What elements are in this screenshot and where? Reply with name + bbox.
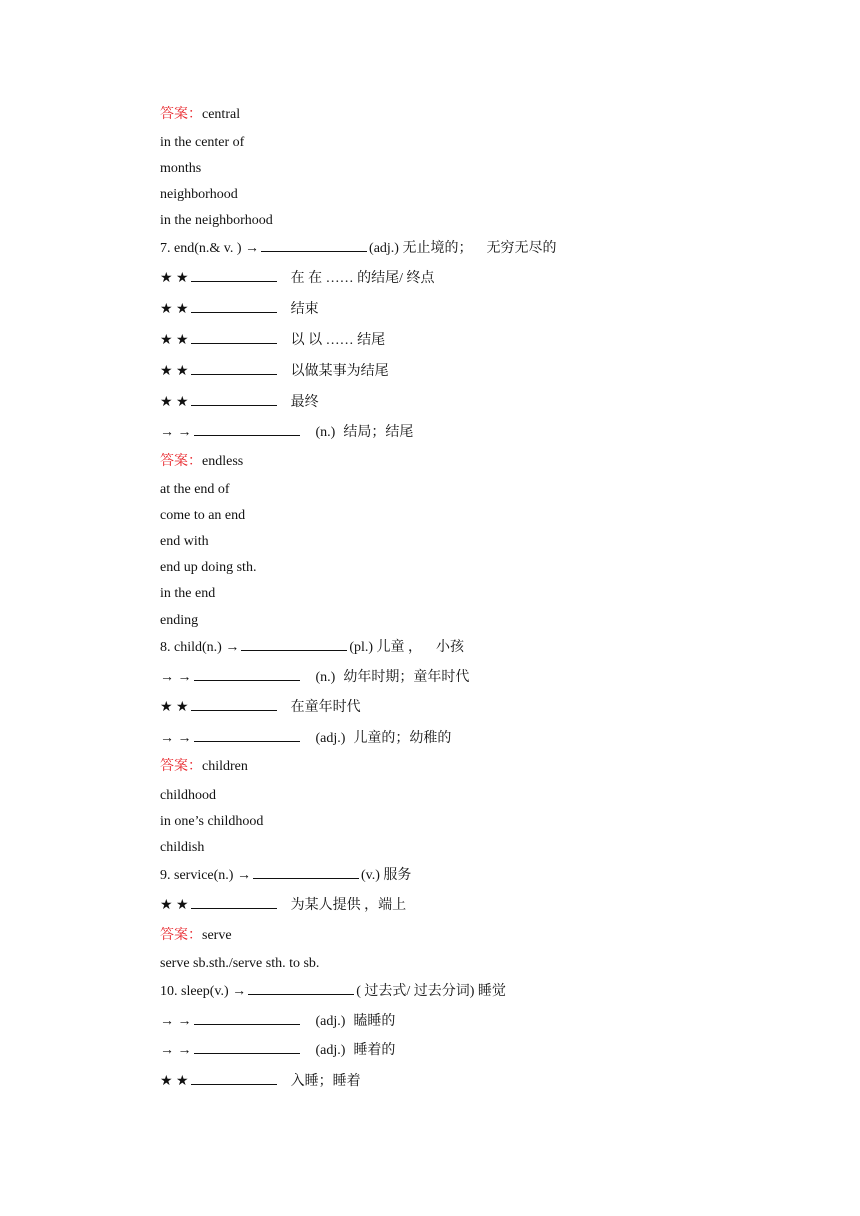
star-line (160, 300, 319, 319)
fill-blank[interactable] (248, 982, 354, 995)
question-7-heading (160, 239, 556, 258)
answer-value: serve (202, 928, 232, 943)
fill-blank[interactable] (191, 331, 277, 344)
arrow-line (160, 1041, 395, 1060)
star-meaning: 以做某事为结尾 (290, 364, 389, 379)
star-icon: ★ ★ (160, 395, 189, 410)
answer-value: endless (202, 454, 244, 469)
star-line (160, 698, 361, 717)
star-line (160, 269, 435, 288)
fill-blank[interactable] (261, 239, 367, 252)
part-of-speech: (adj.) (315, 1014, 346, 1029)
part-of-speech: (n.) (315, 425, 336, 440)
arrow-line (160, 1012, 395, 1031)
star-meaning: 在童年时代 (290, 700, 361, 715)
question-head-tail-2: 小孩 (436, 640, 465, 655)
arrow-icon: → → (160, 670, 192, 685)
question-head-tail-2: 无穷无尽的 (486, 241, 557, 256)
question-head: 8. child(n.) → (160, 640, 240, 655)
answer-line (160, 758, 248, 776)
answer-line (160, 106, 240, 124)
question-9-heading (160, 866, 411, 885)
question-head: 9. service(n.) → (160, 868, 251, 883)
answer-item: end with (160, 534, 209, 549)
fill-blank[interactable] (241, 638, 347, 651)
star-meaning: 最终 (290, 395, 319, 410)
star-icon: ★ ★ (160, 302, 189, 317)
fill-blank[interactable] (194, 1041, 300, 1054)
arrow-icon: → → (160, 1043, 192, 1058)
answer-item: in one’s childhood (160, 814, 264, 829)
arrow-icon: → → (160, 425, 192, 440)
star-meaning: 为某人提供 ，端上 (290, 898, 407, 913)
answer-label: 答案： (160, 759, 202, 774)
star-meaning: 以 以 …… 结尾 (290, 333, 386, 348)
arrow-meaning: 幼年时期；童年时代 (343, 670, 470, 685)
star-icon: ★ ★ (160, 364, 189, 379)
answer-label: 答案： (160, 928, 202, 943)
part-of-speech: (adj.) (315, 731, 346, 746)
star-line (160, 362, 389, 381)
answer-item: months (160, 161, 202, 176)
part-of-speech: (n.) (315, 670, 336, 685)
star-icon: ★ ★ (160, 333, 189, 348)
answer-item: neighborhood (160, 187, 238, 202)
star-line (160, 331, 385, 350)
arrow-meaning: 瞌睡的 (353, 1014, 396, 1029)
arrow-line (160, 668, 469, 687)
answer-item: in the neighborhood (160, 213, 273, 228)
fill-blank[interactable] (194, 1012, 300, 1025)
question-head-tail: (v.) 服务 (360, 868, 412, 883)
arrow-icon: → → (160, 1014, 192, 1029)
fill-blank[interactable] (194, 668, 300, 681)
fill-blank[interactable] (191, 1072, 277, 1085)
star-icon: ★ ★ (160, 700, 189, 715)
fill-blank[interactable] (191, 362, 277, 375)
star-icon: ★ ★ (160, 898, 189, 913)
star-line (160, 393, 319, 412)
answer-item: childish (160, 840, 205, 855)
arrow-line (160, 729, 451, 748)
arrow-meaning: 儿童的；幼稚的 (353, 731, 452, 746)
answer-item: at the end of (160, 482, 230, 497)
star-meaning: 结束 (290, 302, 319, 317)
answer-item: childhood (160, 788, 216, 803)
answer-item: in the end (160, 586, 216, 601)
answer-label: 答案： (160, 107, 202, 122)
fill-blank[interactable] (194, 729, 300, 742)
star-meaning: 入睡；睡着 (290, 1074, 361, 1089)
arrow-line (160, 423, 413, 442)
answer-item: serve sb.sth./serve sth. to sb. (160, 956, 320, 971)
fill-blank[interactable] (253, 866, 359, 879)
answer-label: 答案： (160, 454, 202, 469)
fill-blank[interactable] (191, 698, 277, 711)
fill-blank[interactable] (191, 896, 277, 909)
arrow-meaning: 睡着的 (353, 1043, 396, 1058)
arrow-meaning: 结局；结尾 (343, 425, 414, 440)
question-head-tail: (adj.) 无止境的； (369, 241, 473, 256)
answer-item: end up doing sth. (160, 560, 257, 575)
answer-item: in the center of (160, 135, 245, 150)
question-head-tail: (pl.) 儿童 ， (349, 640, 423, 655)
fill-blank[interactable] (194, 423, 300, 436)
answer-line (160, 927, 232, 945)
answer-value: children (202, 759, 248, 774)
fill-blank[interactable] (191, 393, 277, 406)
star-icon: ★ ★ (160, 1074, 189, 1089)
star-meaning: 在 在 …… 的结尾/ 终点 (290, 271, 435, 286)
question-head-tail: ( 过去式/ 过去分词) 睡觉 (356, 984, 506, 999)
star-icon: ★ ★ (160, 271, 189, 286)
star-line (160, 896, 406, 915)
fill-blank[interactable] (191, 300, 277, 313)
answer-line (160, 453, 243, 471)
arrow-icon: → → (160, 731, 192, 746)
question-head: 7. end(n.& v. ) → (160, 241, 260, 256)
answer-item: come to an end (160, 508, 246, 523)
star-line (160, 1072, 361, 1091)
question-8-heading (160, 638, 464, 657)
answer-value: central (202, 107, 241, 122)
answer-item: ending (160, 613, 199, 628)
question-10-heading (160, 982, 506, 1001)
question-head: 10. sleep(v.) → (160, 984, 247, 999)
part-of-speech: (adj.) (315, 1043, 346, 1058)
fill-blank[interactable] (191, 269, 277, 282)
